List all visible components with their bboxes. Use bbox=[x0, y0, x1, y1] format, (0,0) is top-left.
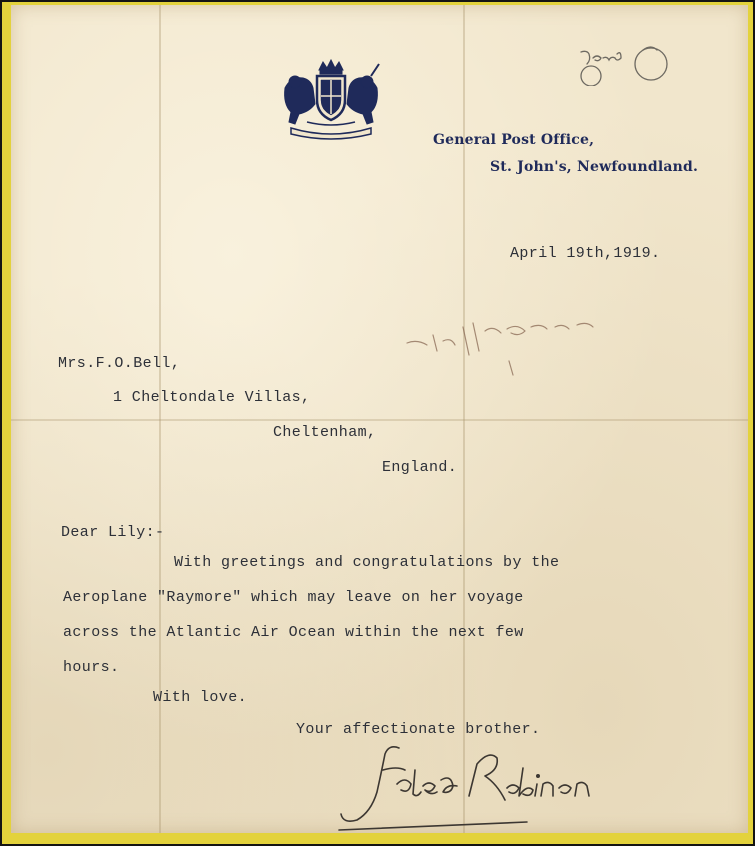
letterhead-office: General Post Office, bbox=[433, 132, 595, 148]
body-line: With greetings and congratulations by the bbox=[174, 554, 560, 571]
handwritten-signature bbox=[327, 740, 627, 833]
recipient-city: Cheltenham, bbox=[273, 424, 377, 441]
letter-sheet bbox=[11, 5, 748, 833]
fold-line bbox=[11, 419, 748, 421]
recipient-name: Mrs.F.O.Bell, bbox=[58, 355, 181, 372]
body-line: Aeroplane "Raymore" which may leave on her voyage bbox=[63, 589, 524, 606]
letterhead-location: St. John's, Newfoundland. bbox=[490, 159, 699, 175]
closing: With love. bbox=[153, 689, 248, 706]
faint-ink-mark bbox=[397, 311, 619, 377]
royal-coat-of-arms-icon bbox=[277, 58, 385, 140]
body-line: across the Atlantic Air Ocean within the next few bbox=[63, 624, 524, 641]
recipient-address-line: 1 Cheltondale Villas, bbox=[113, 389, 311, 406]
pencil-annotation bbox=[577, 44, 673, 86]
signoff: Your affectionate brother. bbox=[296, 721, 541, 738]
body-line: hours. bbox=[63, 659, 120, 676]
salutation: Dear Lily:- bbox=[61, 524, 165, 541]
recipient-country: England. bbox=[382, 459, 458, 476]
letter-date: April 19th,1919. bbox=[510, 245, 661, 262]
